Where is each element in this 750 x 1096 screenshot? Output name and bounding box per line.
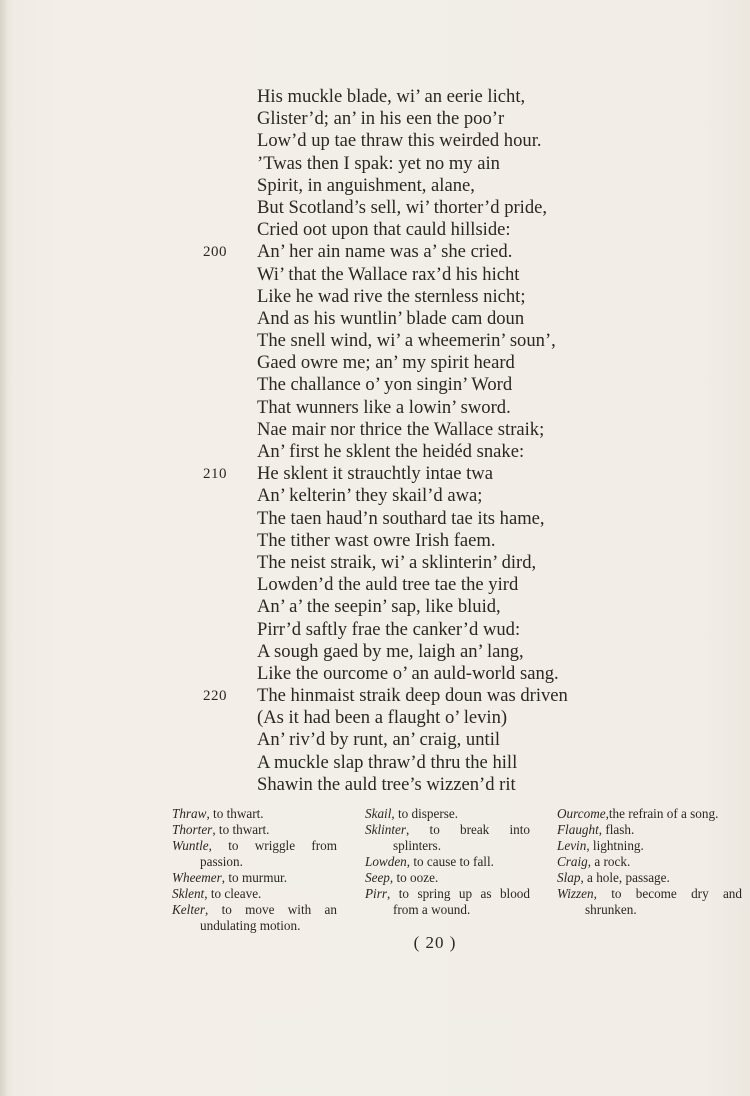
glossary-entry [172,902,337,934]
poem-line [0,352,750,374]
glossary-term: Thorter [172,822,213,837]
glossary-entry [557,886,742,918]
glossary-term: Craig [557,854,588,869]
poem-line-text: An’ first he sklent the heidéd snake: [257,441,525,462]
poem-line-text: An’ a’ the seepin’ sap, like bluid, [257,596,501,618]
glossary-entry [172,806,337,822]
poem-line-text: The tither wast owre Irish faem. [257,529,496,551]
poem-line-text: Spirit, in anguishment, alane, [257,174,475,196]
poem-line-text: Glister’d; an’ in his een the poo’r [257,108,505,130]
glossary-term: Levin [557,838,587,853]
glossary-entry [557,854,742,870]
glossary-definition: , to thwart. [206,806,264,821]
poem-line [0,330,750,352]
poem-line [0,308,750,330]
glossary-term: Seep [365,870,390,885]
glossary-entry [365,886,530,918]
poem-line [0,619,750,641]
poem-line [0,752,750,774]
glossary-entry [365,854,530,870]
poem-line-text: The hinmaist straik deep doun was driven [257,685,568,707]
glossary-definition: , to wriggle from passion. [200,838,337,869]
poem-line-text: Nae mair nor thrice the Wallace straik; [257,418,545,440]
poem-line-text: His muckle blade, wi’ an eerie licht, [257,86,526,107]
poem-body [0,86,750,796]
poem-line [0,130,750,152]
poem-line-text: An’ riv’d by runt, an’ craig, until [257,729,501,751]
poem-line-text: Pirr’d saftly frae the canker’d wud: [257,618,521,640]
glossary-entry [365,870,530,886]
poem-line-text: Lowden’d the auld tree tae the yird [257,574,519,596]
glossary-term: Wuntle [172,838,209,853]
glossary-definition: , to break into splinters. [393,822,530,853]
poem-line [0,774,750,796]
poem-line-text: Like he wad rive the sternless nicht; [257,285,526,307]
glossary-definition: , to thwart. [212,822,270,837]
glossary-entry [557,870,742,886]
poem-line [0,108,750,130]
line-number: 210 [203,466,227,483]
poem-line [0,574,750,596]
poem-line-text: An’ kelterin’ they skail’d awa; [257,485,483,507]
glossary-term: Sklinter [365,822,407,837]
glossary-definition: , a hole, passage. [580,870,670,885]
poem-line [0,596,750,618]
glossary-definition: , to become dry and shrunken. [585,886,742,917]
poem-line [0,685,750,707]
poem-line [0,463,750,485]
poem-line-text: Shawin the auld tree’s wizzen’d rit [257,773,516,795]
page-number: ( 20 ) [413,933,457,952]
glossary-entry [557,838,742,854]
poem-line-text: Low’d up tae thraw this weirded hour. [257,130,542,152]
poem-line [0,508,750,530]
poem-line-text: Gaed owre me; an’ my spirit heard [257,352,515,374]
poem-line-text: ’Twas then I spak: yet no my ain [257,152,500,174]
poem-line [0,175,750,197]
poem-line-text: And as his wuntlin’ blade cam doun [257,307,525,329]
poem-line [0,729,750,751]
poem-line-text: The challance o’ yon singin’ Word [257,374,513,396]
glossary-term: Ourcome [557,806,606,821]
glossary-term: Slap [557,870,581,885]
poem-line-text: Cried oot upon that cauld hillside: [257,219,511,241]
poem-line [0,530,750,552]
poem-line-text: Like the ourcome o’ an auld-world sang. [257,662,559,684]
glossary-entry [172,886,337,902]
poem-line-text: Wi’ that the Wallace rax’d his hicht [257,263,520,285]
poem-line [0,641,750,663]
glossary-definition: , to cause to fall. [406,854,494,869]
glossary-definition: , to murmur. [221,870,287,885]
poem-line [0,219,750,241]
poem-line [0,485,750,507]
glossary-entry [557,822,742,838]
glossary-definition: , a rock. [587,854,631,869]
poem-line [0,707,750,729]
poem-line-text: He sklent it strauchtly intae twa [257,463,493,485]
poem-line [0,241,750,263]
poem-line [0,663,750,685]
glossary-term: Flaught [557,822,599,837]
poem-line [0,153,750,175]
poem-line-text: (As it had been a flaught o’ levin) [257,707,508,729]
poem-line-text: An’ her ain name was a’ she cried. [257,241,513,263]
glossary-definition: , to spring up as blood from a wound. [386,886,530,917]
poem-line-text: The taen haud’n southard tae its hame, [257,507,545,529]
poem-line [0,197,750,219]
glossary-term: Pirr [365,886,387,901]
glossary-definition: , to cleave. [204,886,262,901]
poem-line [0,441,750,463]
glossary-definition: , to ooze. [389,870,439,885]
glossary-definition: ,the refrain of a song. [605,806,719,821]
poem-line-text: But Scotland’s sell, wi’ thorter’d pride, [257,196,548,218]
poem-line [0,397,750,419]
glossary-definition: , to disperse. [391,806,459,821]
glossary-term: Wheemer [172,870,222,885]
glossary-entry [172,822,337,838]
glossary-term: Lowden [365,854,407,869]
glossary-term: Thraw [172,806,207,821]
glossary-entry [172,870,337,886]
poem-line-text: The snell wind, wi’ a wheemerin’ soun’, [257,330,556,352]
glossary-term: Sklent [172,886,205,901]
poem-line [0,374,750,396]
glossary-definition: , to move with an undulating motion. [200,902,337,933]
poem-line [0,552,750,574]
glossary-definition: , flash. [598,822,635,837]
poem-line-text: A muckle slap thraw’d thru the hill [257,751,518,773]
line-number: 200 [203,244,227,261]
glossary-definition: , lightning. [586,838,644,853]
poem-line [0,286,750,308]
glossary-column-3 [557,806,742,918]
poem-line-text: The neist straik, wi’ a sklinterin’ dird, [257,551,537,573]
glossary-column-2 [365,806,530,918]
glossary-term: Skail [365,806,392,821]
glossary-column-1 [172,806,337,934]
glossary-entry [557,806,742,822]
glossary-entry [172,838,337,870]
poem-line-text: A sough gaed by me, laigh an’ lang, [257,640,524,662]
poem-line [0,419,750,441]
poem-line [0,86,750,108]
line-number: 220 [203,688,227,705]
poem-line [0,264,750,286]
glossary-term: Wizzen [557,886,594,901]
glossary-entry [365,822,530,854]
glossary-entry [365,806,530,822]
glossary-term: Kelter [172,902,205,917]
poem-line-text: That wunners like a lowin’ sword. [257,396,511,418]
